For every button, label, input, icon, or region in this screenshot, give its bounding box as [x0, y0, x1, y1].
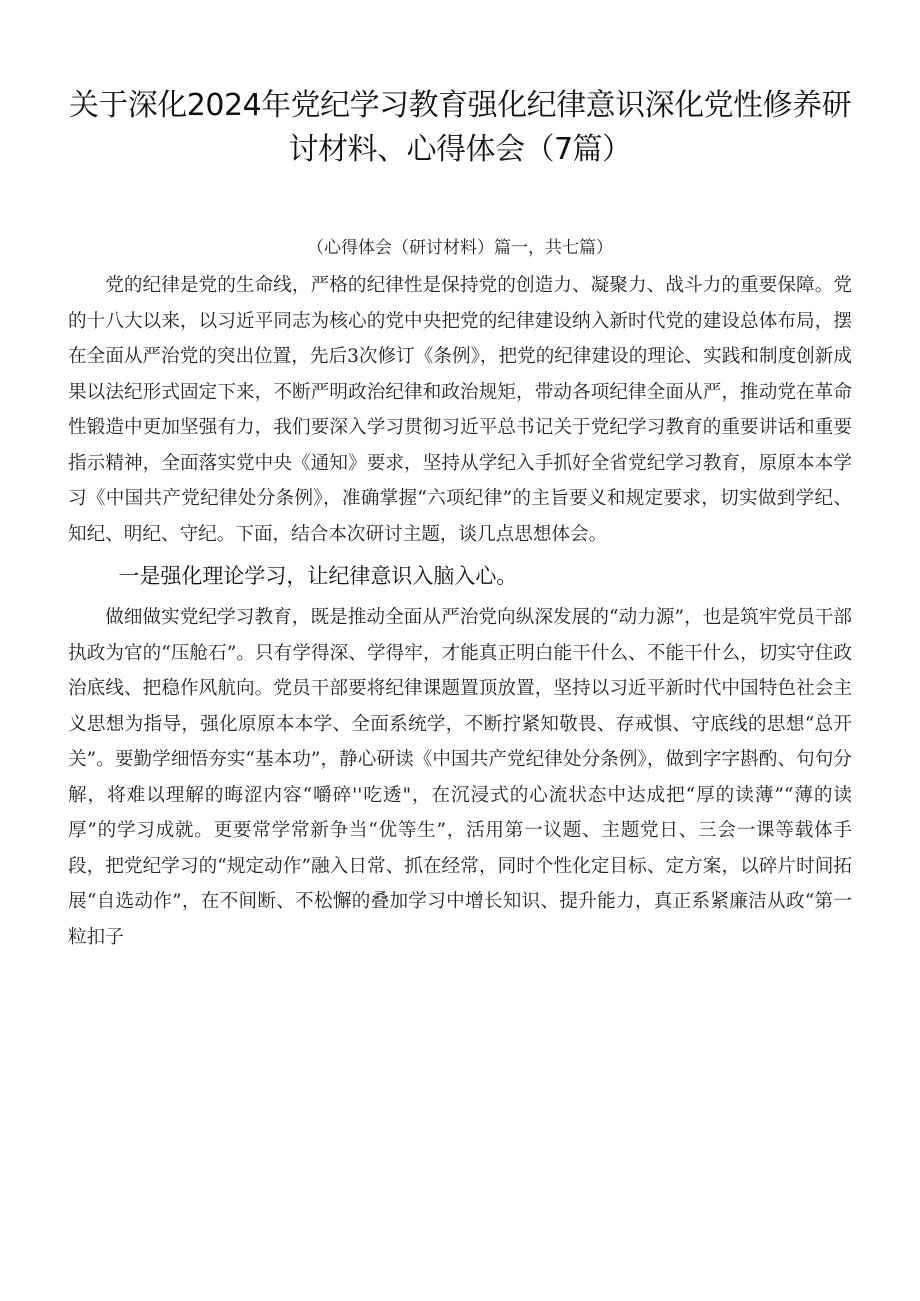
intro-paragraph: 党的纪律是党的生命线，严格的纪律性是保持党的创造力、凝聚力、战斗力的重要保障。党的十八大以来，以习近平同志为核心的党中央把党的纪律建设纳入新时代党的建设总体布局，摆在全面从严治党的突出位置，先后3次修订《条例》，把党的纪律建设的理论、实践和制度创新成果以法纪形式固定下来，不断严明政治纪律和政治规矩，带动各项纪律全面从严，推动党在革命性锻造中更加坚强有力，我们要深入学习贯彻习近平总书记关于党纪学习教育的重要讲话和重要指示精神，全面落实党中央《通知》要求，坚持从学纪入手抓好全省党纪学习教育，原原本本学习《中国共产党纪律处分条例》，准确掌握“六项纪律”的主旨要义和规定要求，切实做到学纪、知纪、明纪、守纪。下面，结合本次研讨主题，谈几点思想体会。 — [68, 275, 852, 545]
document-subheading: （心得体会（研讨材料）篇一，共七篇） — [307, 238, 613, 258]
section-heading: 一是强化理论学习，让纪律意识入脑入心。 — [118, 564, 518, 588]
body-paragraph: 做细做实党纪学习教育，既是推动全面从严治党向纵深发展的“动力源”，也是筑牢党员干部执政为官的“压舱石”。只有学得深、学得牢，才能真正明白能干什么、不能干什么，切实守住政治底线、把稳作风航向。党员干部要将纪律课题置顶放置，坚持以习近平新时代中国特色社会主义思想为指导，强化原原本本学、全面系统学，不断拧紧知敬畏、存戒惧、守底线的思想“总开关”。要勤学细悟夯实“基本功”，静心研读《中国共产党纪律处分条例》，做到字字斟酌、句句分解，将难以理解的晦涩内容“嚼碎''吃透"，在沉浸式的心流状态中达成把“厚的读薄”“薄的读厚”的学习成就。更要常学常新争当“优等生”，活用第一议题、主题党日、三会一课等载体手段，把党纪学习的“规定动作”融入日常、抓在经常，同时个性化定目标、定方案，以碎片时间拓展“自选动作”，在不间断、不松懈的叠加学习中增长知识、提升能力，真正系紧廉洁从政“第一粒扣子 — [68, 607, 852, 948]
document-title — [68, 84, 852, 172]
title-line-2: 讨材料、心得体会（7篇） — [288, 132, 632, 167]
title-line-1: 关于深化2024年党纪学习教育强化纪律意识深化党性修养研 — [68, 88, 852, 123]
